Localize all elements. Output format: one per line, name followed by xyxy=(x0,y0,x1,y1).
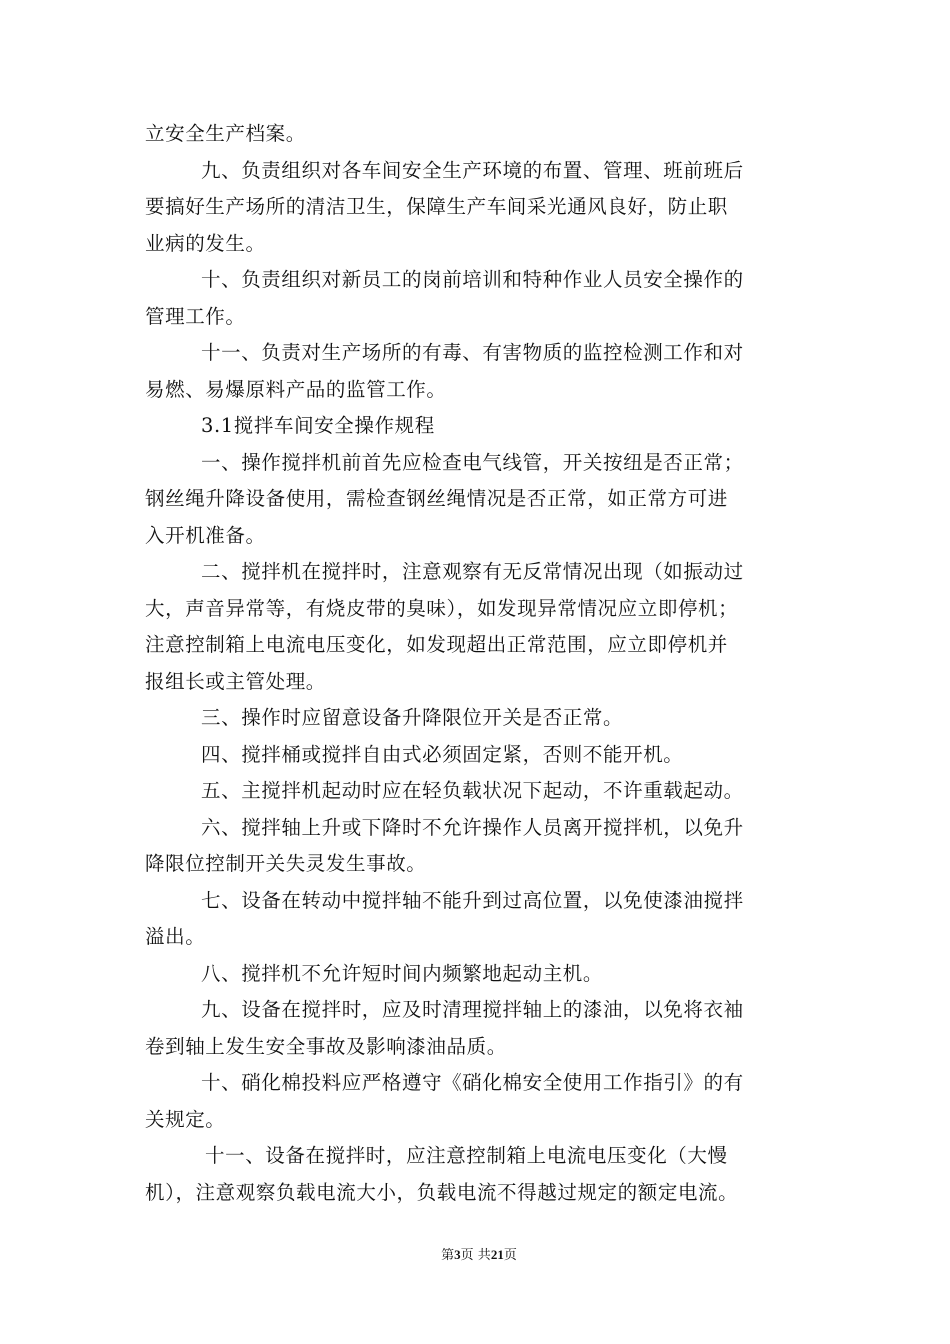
text-line: 钢丝绳升降设备使用，需检查钢丝绳情况是否正常，如正常方可进 xyxy=(145,487,728,510)
text-line: 报组长或主管处理。 xyxy=(145,669,326,693)
text-line: 业病的发生。 xyxy=(145,231,266,255)
text-line: 机），注意观察负载电流大小，负载电流不得越过规定的额定电流。 xyxy=(145,1180,739,1204)
text-line: 十、硝化棉投料应严格遵守《硝化棉安全使用工作指引》的有 xyxy=(201,1071,744,1094)
page-footer xyxy=(0,1244,950,1263)
text-line: 卷到轴上发生安全事故及影响漆油品质。 xyxy=(145,1034,507,1058)
text-line: 注意控制箱上电流电压变化，如发现超出正常范围，应立即停机并 xyxy=(145,633,728,656)
text-line: 五、主搅拌机起动时应在轻负载状况下起动，不许重载起动。 xyxy=(201,779,744,802)
text-line: 七、设备在转动中搅拌轴不能升到过高位置，以免使漆油搅拌 xyxy=(201,888,744,912)
text-line: 九、负责组织对各车间安全生产环境的布置、管理、班前班后 xyxy=(201,158,744,182)
text-line: 九、设备在搅拌时，应及时清理搅拌轴上的漆油，以免将衣袖 xyxy=(201,998,744,1021)
text-line: 十一、负责对生产场所的有毒、有害物质的监控检测工作和对 xyxy=(201,341,744,364)
text-line: 要搞好生产场所的清洁卫生，保障生产车间采光通风良好，防止职 xyxy=(145,195,728,218)
text-line: 3.1搅拌车间安全操作规程 xyxy=(201,414,435,437)
text-line: 二、搅拌机在搅拌时，注意观察有无反常情况出现（如振动过 xyxy=(201,560,744,583)
body-text xyxy=(145,116,810,1211)
text-line: 管理工作。 xyxy=(145,304,246,328)
text-line: 六、搅拌轴上升或下降时不允许操作人员离开搅拌机，以免升 xyxy=(201,815,744,839)
text-line: 立安全生产档案。 xyxy=(145,122,306,145)
text-line: 十、负责组织对新员工的岗前培训和特种作业人员安全操作的 xyxy=(201,268,744,291)
footer-middle: 页 共 xyxy=(460,1248,491,1263)
current-page-number: 3 xyxy=(454,1247,461,1262)
text-line: 降限位控制开关失灵发生事故。 xyxy=(145,852,427,875)
footer-suffix: 页 xyxy=(503,1248,517,1263)
text-line: 三、操作时应留意设备升降限位开关是否正常。 xyxy=(201,706,624,729)
text-line: 溢出。 xyxy=(145,925,206,948)
text-line: 四、搅拌桶或搅拌自由式必须固定紧，否则不能开机。 xyxy=(201,742,684,766)
total-page-count: 21 xyxy=(490,1247,504,1262)
text-line: 易燃、易爆原料产品的监管工作。 xyxy=(145,377,447,401)
text-line: 十一、设备在搅拌时，应注意控制箱上电流电压变化（大慢 xyxy=(205,1144,728,1167)
text-line: 八、搅拌机不允许短时间内频繁地起动主机。 xyxy=(201,961,604,985)
footer-prefix: 第 xyxy=(441,1248,455,1263)
text-line: 入开机准备。 xyxy=(145,523,266,547)
text-line: 大，声音异常等，有烧皮带的臭味），如发现异常情况应立即停机； xyxy=(145,596,739,620)
text-line: 一、操作搅拌机前首先应检查电气线管，开关按纽是否正常； xyxy=(201,450,744,474)
text-line: 关规定。 xyxy=(145,1107,226,1131)
